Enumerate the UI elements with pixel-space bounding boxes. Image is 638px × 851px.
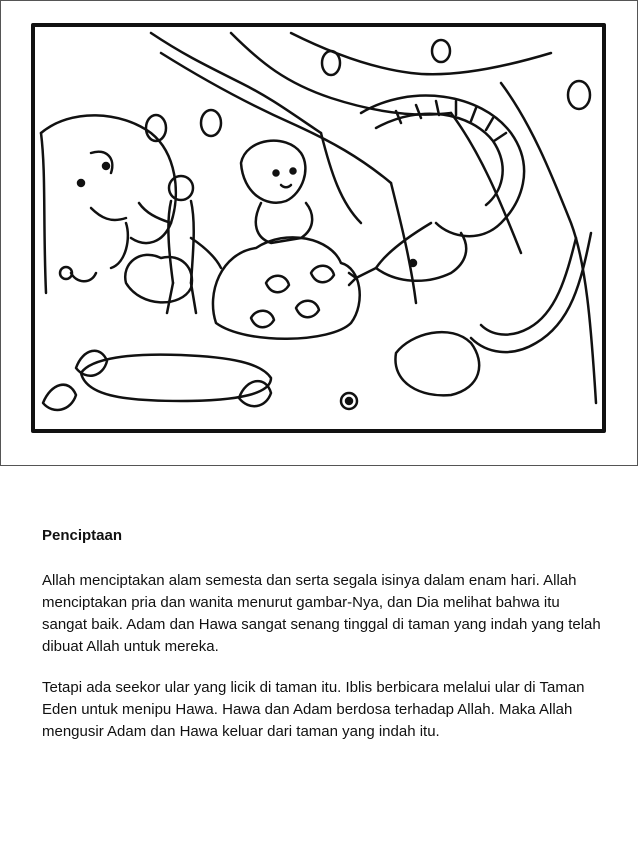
story-title: Penciptaan <box>42 527 123 544</box>
story-paragraph-1: Allah menciptakan alam semesta dan serta segala isinya dalam enam hari. Allah menciptakan pria dan wanita menurut gambar-Nya, dan Dia melihat bahwa itu sangat baik. Adam dan Hawa sangat senang tinggal di taman yang indah yang telah dibuat Allah untuk mereka. <box>42 572 601 655</box>
rock-log <box>81 332 479 401</box>
serpent <box>349 96 591 353</box>
bush-left <box>125 255 192 303</box>
story-paragraph-2: Tetapi ada seekor ular yang licik di taman itu. Iblis berbicara melalui ular di Taman Eden untuk menipu Hawa. Hawa dan Adam berdosa terhadap Allah. Maka Allah mengusir Adam dan Hawa keluar dari taman yang indah itu. <box>42 679 585 740</box>
adam-figure <box>139 176 221 313</box>
story-text <box>42 526 602 762</box>
fruits <box>146 40 590 141</box>
garden-of-eden-coloring-illustration <box>31 23 606 433</box>
hawa-figure <box>241 141 312 243</box>
bush-center <box>213 237 360 338</box>
illustration-border <box>33 25 604 431</box>
